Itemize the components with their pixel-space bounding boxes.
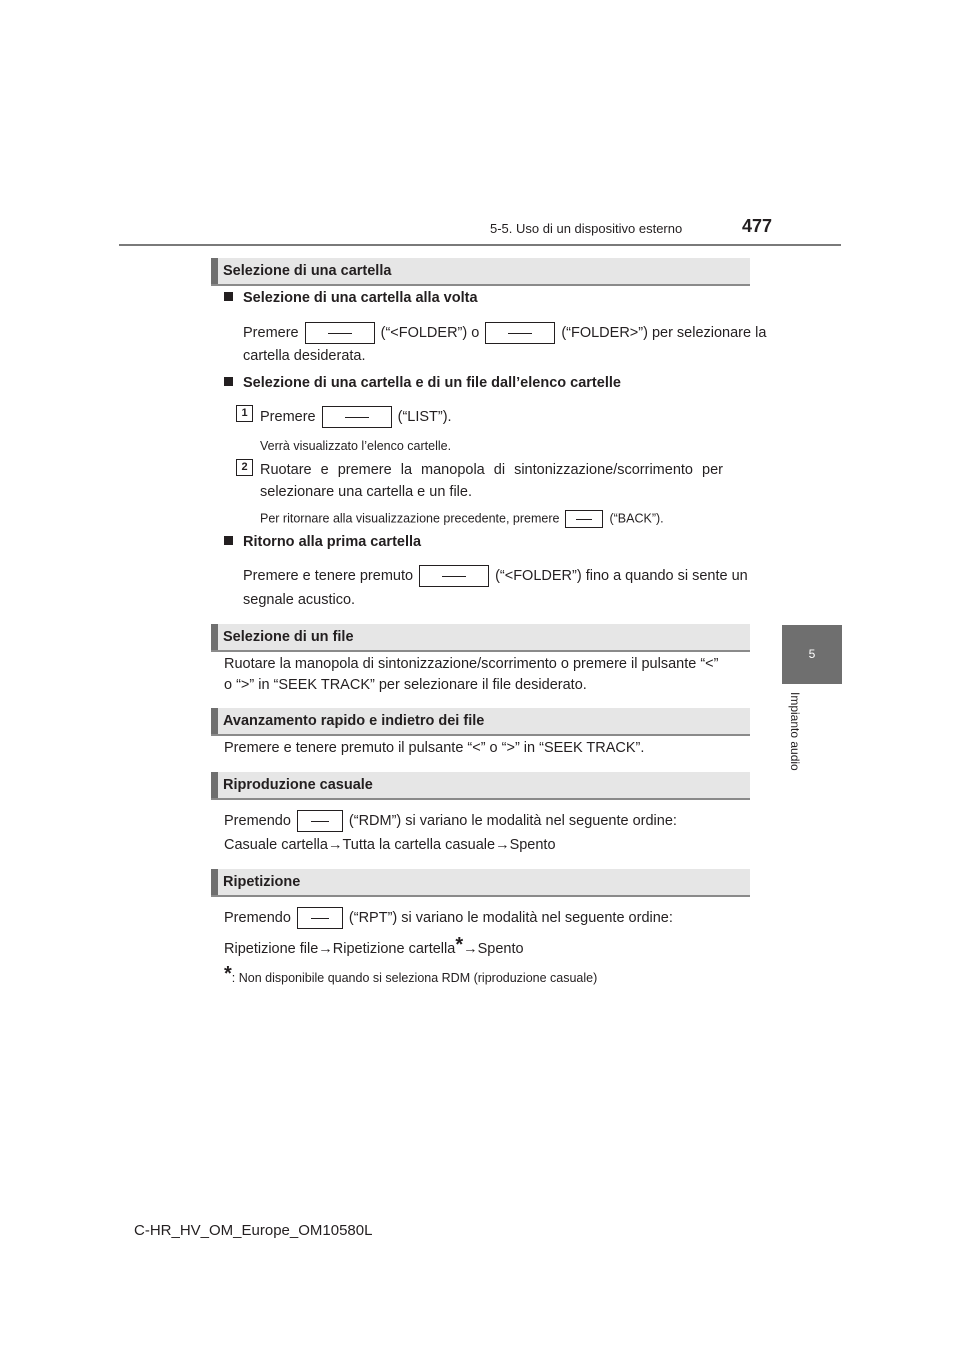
paragraph-file-select-cont: o “>” in “SEEK TRACK” per selezionare il file desiderato. xyxy=(224,677,587,693)
square-bullet-icon xyxy=(224,377,233,386)
folder-prev-button-icon xyxy=(305,322,375,344)
step-number-1: 1 xyxy=(236,405,253,422)
step-1-note: Verrà visualizzato l’elenco cartelle. xyxy=(260,439,452,453)
paragraph-random-order: Casuale cartella→Tutta la cartella casuale→Spento xyxy=(224,837,556,853)
step-number-2: 2 xyxy=(236,459,253,476)
rpt-button-icon xyxy=(297,907,343,929)
subheading-return-first-folder: Ritorno alla prima cartella xyxy=(224,534,421,550)
chapter-tab xyxy=(782,625,842,684)
folder-next-button-icon xyxy=(485,322,555,344)
section-heading-repeat: Ripetizione xyxy=(211,869,750,897)
page-number: 477 xyxy=(742,216,773,236)
paragraph-fast-forward: Premere e tenere premuto il pulsante “<” o “>” in “SEEK TRACK”. xyxy=(224,740,645,756)
paragraph-return-first-folder: Premere e tenere premuto (“<FOLDER”) fino a quando si sente un xyxy=(243,565,748,588)
header-divider xyxy=(119,244,841,246)
paragraph-file-select: Ruotare la manopola di sintonizzazione/scorrimento o premere il pulsante “<” xyxy=(224,656,719,672)
square-bullet-icon xyxy=(224,536,233,545)
rdm-button-icon xyxy=(297,810,343,832)
paragraph-repeat-order: Ripetizione file→Ripetizione cartella*→Spento xyxy=(224,934,524,957)
section-heading-random: Riproduzione casuale xyxy=(211,772,750,800)
section-heading-folder: Selezione di una cartella xyxy=(211,258,750,286)
chapter-number: 5 xyxy=(808,647,816,661)
square-bullet-icon xyxy=(224,292,233,301)
section-heading-file: Selezione di un file xyxy=(211,624,750,652)
footnote-star: * xyxy=(455,934,464,956)
footnote: *: Non disponibile quando si seleziona RDM (riproduzione casuale) xyxy=(224,963,598,985)
paragraph-folder-select-cont: cartella desiderata. xyxy=(243,348,366,364)
paragraph-random: Premendo (“RDM”) si variano le modalità nel seguente ordine: xyxy=(224,810,677,833)
step-2-note: Per ritornare alla visualizzazione precedente, premere (“BACK”). xyxy=(260,510,664,528)
step-2-text-cont: selezionare una cartella e un file. xyxy=(260,484,472,500)
subheading-folder-list: Selezione di una cartella e di un file dall’elenco cartelle xyxy=(224,375,621,391)
paragraph-return-first-folder-cont: segnale acustico. xyxy=(243,592,356,608)
document-code: C-HR_HV_OM_Europe_OM10580L xyxy=(134,1222,373,1239)
folder-prev-hold-button-icon xyxy=(419,565,489,587)
section-heading-fast-forward: Avanzamento rapido e indietro dei file xyxy=(211,708,750,736)
header-section-title: 5-5. Uso di un dispositivo esterno xyxy=(490,221,683,236)
chapter-label: Impianto audio xyxy=(788,692,802,771)
step-1-text: Premere (“LIST”). xyxy=(260,406,452,429)
list-button-icon xyxy=(322,406,392,428)
footnote-star: * xyxy=(224,963,232,985)
back-button-icon xyxy=(565,510,603,528)
paragraph-folder-select: Premere (“<FOLDER”) o (“FOLDER>”) per selezionare la xyxy=(243,322,766,345)
paragraph-repeat: Premendo (“RPT”) si variano le modalità nel seguente ordine: xyxy=(224,907,673,930)
subheading-folder-one-at-a-time: Selezione di una cartella alla volta xyxy=(224,290,478,306)
step-2-text: Ruotare e premere la manopola di sintonizzazione/scorrimento per xyxy=(260,462,723,478)
